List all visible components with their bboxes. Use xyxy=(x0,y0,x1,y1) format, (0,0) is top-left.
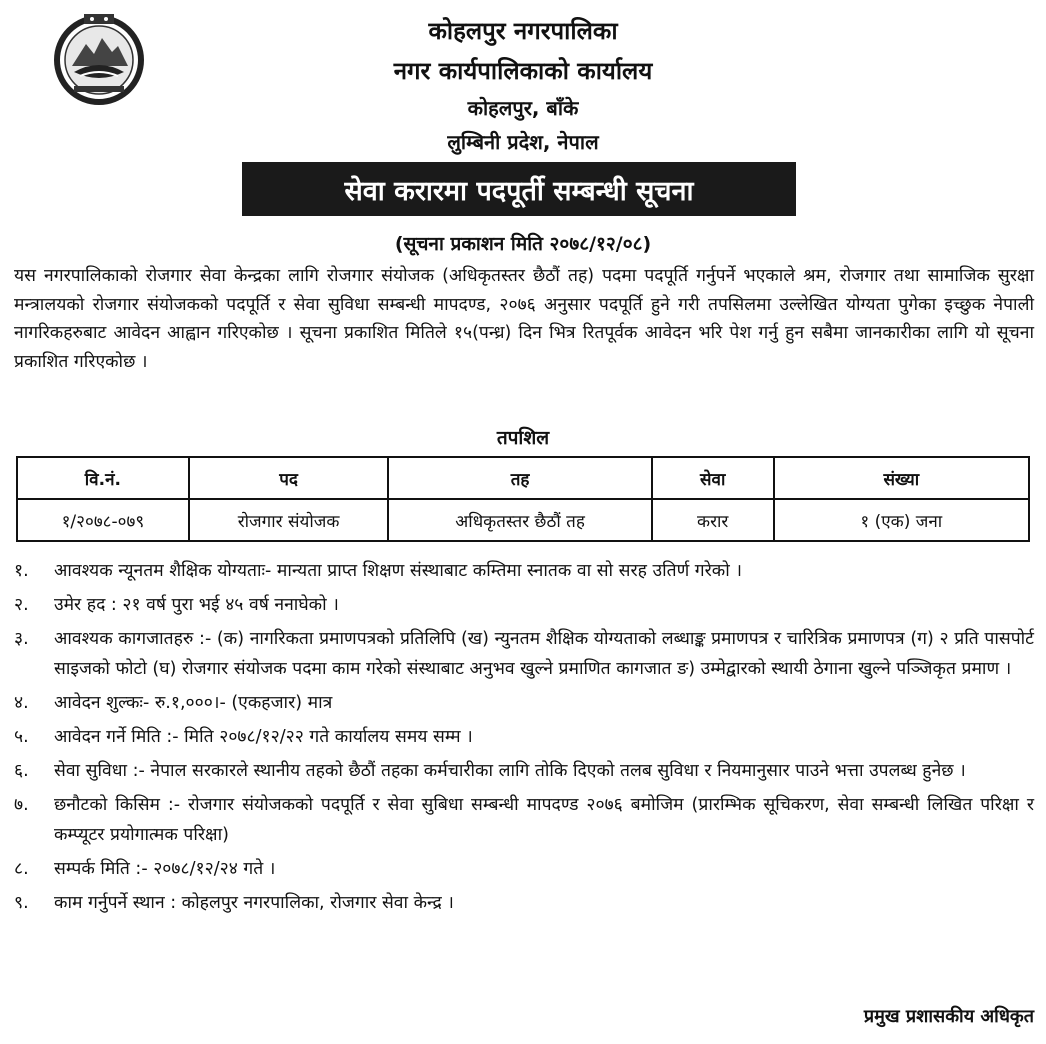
list-item-number: ८. xyxy=(14,859,29,879)
publish-date: (सूचना प्रकाशन मिति २०७८/१२/०८) xyxy=(394,233,652,255)
list-item-number: ७. xyxy=(14,795,29,815)
list-item-text: छनौटको किसिम :- रोजगार संयोजकको पदपूर्ति र सेवा सुबिधा सम्बन्धी मापदण्ड २०७६ बमोजिम (प्रारम्भिक सूचिकरण, सेवा सम्बन्धी लिखित परिक्षा र कम्प्यूटर प्रयोगात्मक परिक्षा) xyxy=(54,795,1034,845)
list-item-text: सेवा सुविधा :- नेपाल सरकारले स्थानीय तहको छैठौं तहका कर्मचारीका लागि तोकि दिएको तलब सुविधा र नियमानुसार पाउने भत्ता उपलब्ध हुनेछ । xyxy=(54,761,966,781)
table-header-cell: पद xyxy=(189,457,389,499)
list-item xyxy=(14,790,1034,850)
list-item-number: २. xyxy=(14,595,29,615)
table-header-cell: तह xyxy=(388,457,651,499)
municipality-name: कोहलपुर नगरपालिका xyxy=(428,17,618,45)
list-item xyxy=(14,854,1034,884)
office-location: कोहलपुर, बाँके xyxy=(467,96,579,120)
notice-intro-paragraph: यस नगरपालिकाको रोजगार सेवा केन्द्रका लागि रोजगार संयोजक (अधिकृतस्तर छैठौं तह) पदमा पदपूर्ति गर्नुपर्ने भएकाले श्रम, रोजगार तथा सामाजिक सुरक्षा मन्त्रालयको रोजगार संयोजकको पदपूर्ति र सेवा सुविधा सम्बन्धी मापदण्ड, २०७६ अनुसार पदपूर्ति हुने गरी तपसिलमा उल्लेखित योग्यता पुगेका इच्छुक नेपाली नागरिकहरुबाट आवेदन आह्वान गरिएकोछ । सूचना प्रकाशित मितिले १५(पन्ध्र) दिन भित्र रितपूर्वक आवेदन भरि पेश गर्नु हुन सबैमा जानकारीका लागि यो सूचना प्रकाशित गरिएकोछ । xyxy=(14,266,1034,372)
tapasil-heading: तपशिल xyxy=(496,427,550,449)
list-item-number: १. xyxy=(14,561,29,581)
table-cell: अधिकृतस्तर छैठौं तह xyxy=(388,499,651,541)
table-header-row xyxy=(17,457,1029,499)
table-cell: १/२०७८-०७९ xyxy=(17,499,189,541)
table-header-cell: संख्या xyxy=(774,457,1029,499)
signature-designation: प्रमुख प्रशासकीय अधिकृत xyxy=(863,1006,1034,1027)
list-item-number: ५. xyxy=(14,727,29,747)
list-item-number: ३. xyxy=(14,629,29,649)
list-item xyxy=(14,590,1034,620)
office-name: नगर कार्यपालिकाको कार्यालय xyxy=(393,57,653,85)
list-item xyxy=(14,688,1034,718)
table-cell: १ (एक) जना xyxy=(774,499,1029,541)
table-row xyxy=(17,499,1029,541)
table-cell: करार xyxy=(652,499,774,541)
list-item-text: आवेदन शुल्कः- रु.१,०००।- (एकहजार) मात्र xyxy=(54,693,333,713)
table-header-cell: सेवा xyxy=(652,457,774,499)
list-item-text: आवश्यक न्यूनतम शैक्षिक योग्यताः- मान्यता प्राप्त शिक्षण संस्थाबाट कम्तिमा स्नातक वा सो सरह उतिर्ण गरेको । xyxy=(54,561,742,581)
list-item-text: आवेदन गर्ने मिति :- मिति २०७८/१२/२२ गते कार्यालय समय सम्म । xyxy=(54,727,473,747)
table-header-cell: वि.नं. xyxy=(17,457,189,499)
list-item-text: काम गर्नुपर्ने स्थान : कोहलपुर नगरपालिका, रोजगार सेवा केन्द्र । xyxy=(54,893,454,913)
list-item-text: उमेर हद : २१ वर्ष पुरा भई ४५ वर्ष ननाघेको । xyxy=(54,595,339,615)
vacancy-table xyxy=(16,456,1030,542)
list-item xyxy=(14,756,1034,786)
list-item-number: ६. xyxy=(14,761,29,781)
notice-title: सेवा करारमा पदपूर्ती सम्बन्धी सूचना xyxy=(242,162,796,216)
list-item-number: ४. xyxy=(14,693,29,713)
list-item-text: सम्पर्क मिति :- २०७८/१२/२४ गते । xyxy=(54,859,276,879)
office-province: लुम्बिनी प्रदेश, नेपाल xyxy=(447,130,599,154)
list-item xyxy=(14,556,1034,586)
list-item-number: ९. xyxy=(14,893,29,913)
list-item xyxy=(14,722,1034,752)
list-item xyxy=(14,624,1034,684)
conditions-list xyxy=(14,556,1034,918)
list-item-text: आवश्यक कागजातहरु :- (क) नागरिकता प्रमाणपत्रको प्रतिलिपि (ख) न्युनतम शैक्षिक योग्यताको लब्धाङ्क प्रमाणपत्र र चारित्रिक प्रमाणपत्र (ग) २ प्रति पासपोर्ट साइजको फोटो (घ) रोजगार संयोजक पदमा काम गरेको संस्थाबाट अनुभव खुल्ने प्रमाणित कागजात ङ) उम्मेद्वारको स्थायी ठेगाना खुल्ने पञ्जिकृत प्रमाण । xyxy=(54,629,1034,679)
table-cell: रोजगार संयोजक xyxy=(189,499,389,541)
list-item xyxy=(14,888,1034,918)
